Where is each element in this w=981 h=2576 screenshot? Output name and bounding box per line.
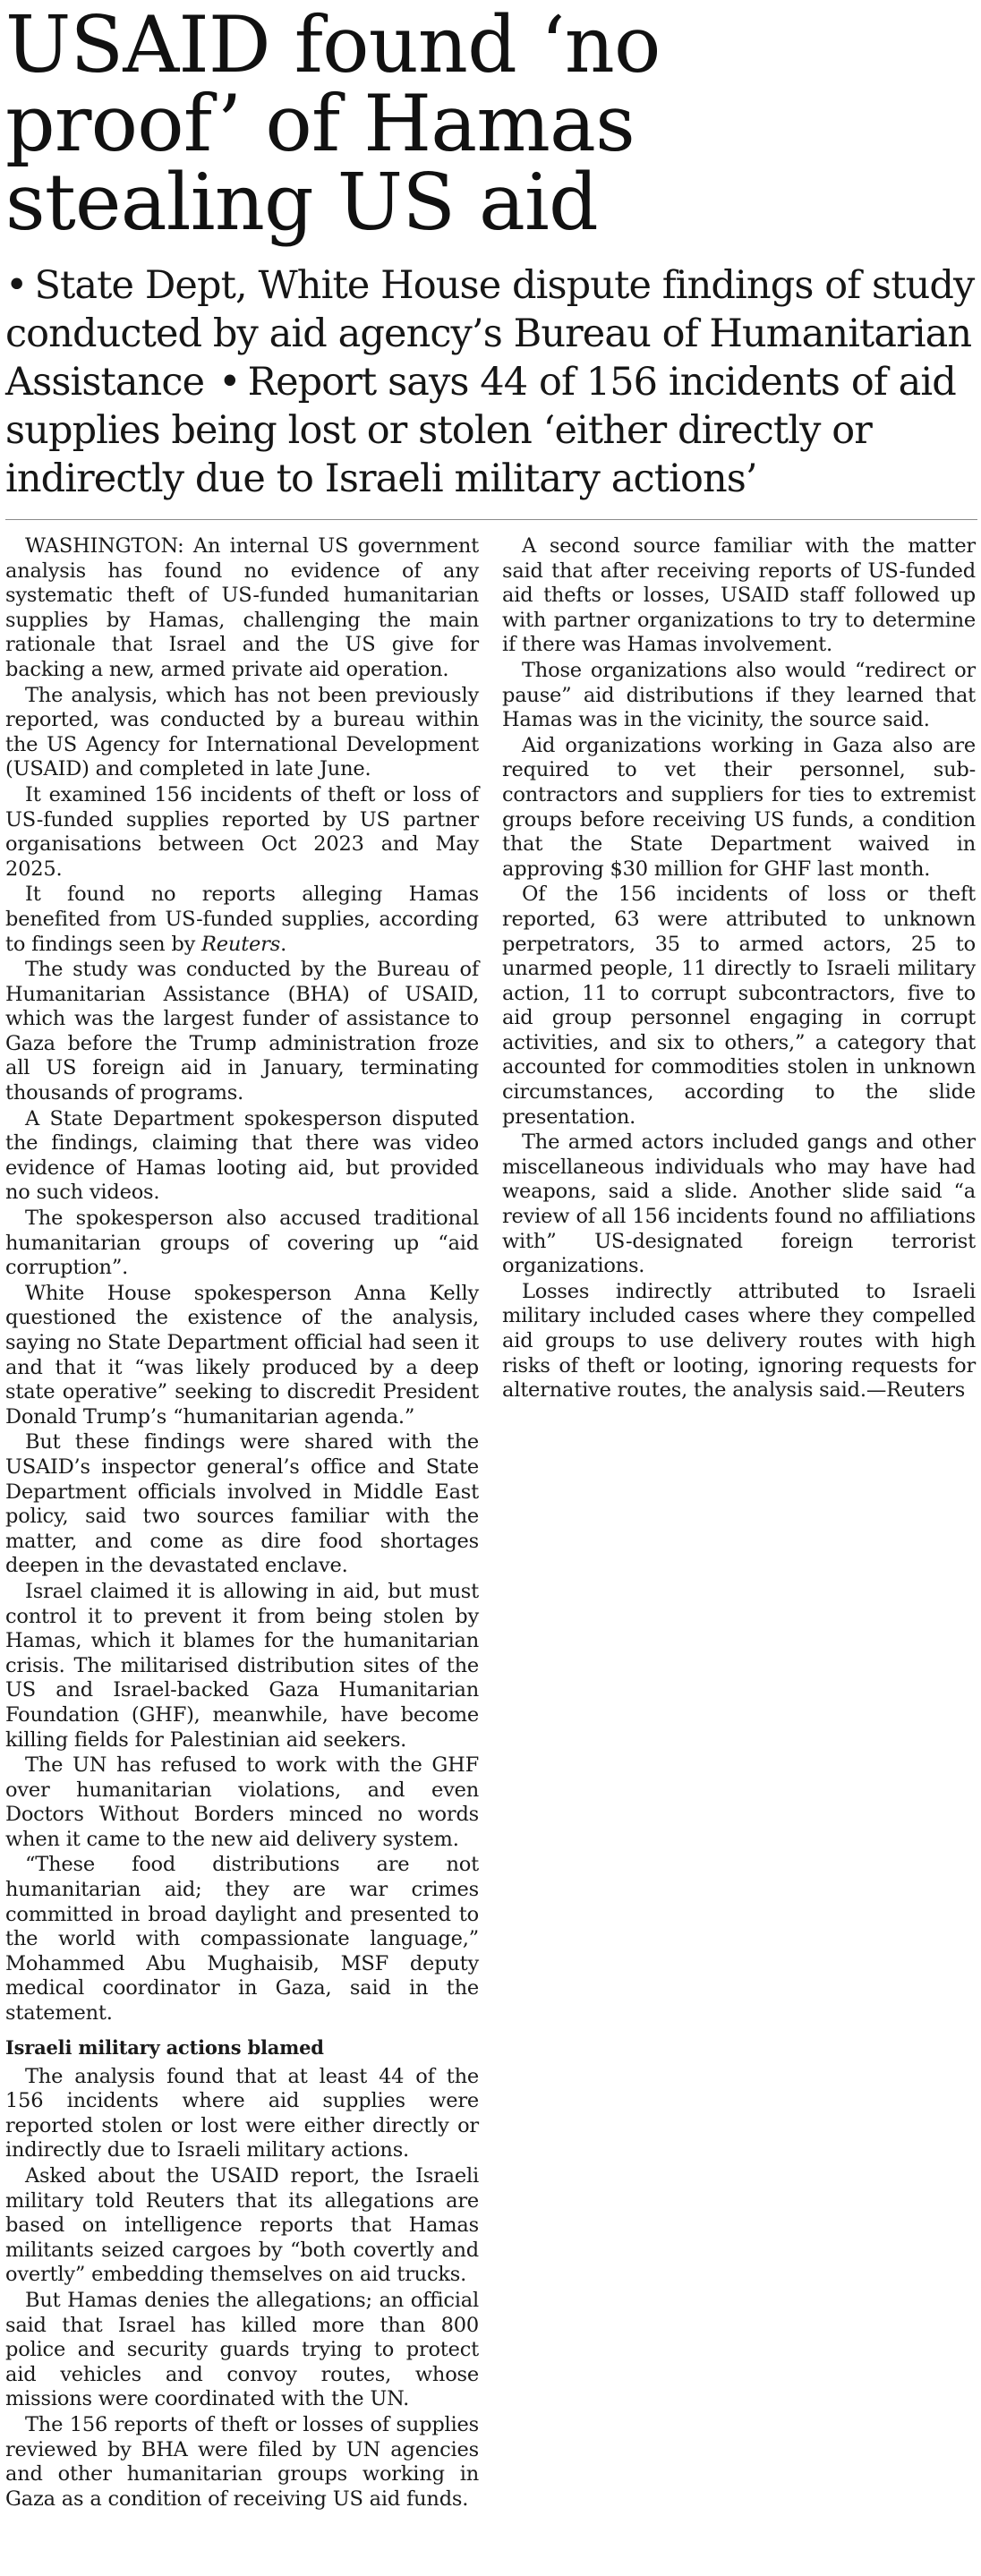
deck-bullet-2: • — [218, 360, 241, 405]
paragraph-20: Of the 156 incidents of loss or theft reported, 63 were attributed to unknown perpetrators, 35 to armed actors, 25 to unarmed people, 11 directly to Israeli military action, 11 to corrupt subcontractors, five to aid group personnel engaging in corrupt activities, and six to others,” a category that accounted for commodities stolen in unknown circumstances, according to the slide presentation. — [502, 883, 976, 1129]
paragraph-13: The analysis found that at least 44 of the 156 incidents where aid supplies were reported stolen or lost were either directly or indirectly due to Israeli military actions. — [5, 2064, 479, 2162]
paragraph-16: The 156 reports of theft or losses of supplies reviewed by BHA were filed by UN agencies and other humanitarian groups working in Gaza as a condition of receiving US aid funds. — [5, 2412, 479, 2511]
paragraph-8: White House spokesperson Anna Kelly questioned the existence of the analysis, saying no State Department official had seen it and that it “was likely produced by a deep state operative” seeking to discredit President Donald Trump’s “humanitarian agenda.” — [5, 1281, 479, 1429]
paragraph-3: It examined 156 incidents of theft or loss of US-funded supplies reported by US partner organisations between Oct 2023 and May 2025. — [5, 782, 479, 881]
paragraph-1: WASHINGTON: An internal US government analysis has found no evidence of any systematic theft of US-funded humanitarian supplies by Hamas, challenging the main rationale that Israel and the US give for backing a new, armed private aid operation. — [5, 534, 479, 681]
paragraph-2: The analysis, which has not been previously reported, was conducted by a bureau within the US Agency for International Development (USAID) and completed in late June. — [5, 683, 479, 781]
deck-point-2: Report says 44 of 156 incidents of aid supplies being lost or stolen ‘either directly or indirectly due to Israeli military actions’ — [5, 360, 956, 501]
headline: USAID found ‘no proof’ of Hamas stealing US aid — [5, 0, 661, 248]
deck-point-1: State Dept, White House dispute findings of study conducted by aid agency’s Bureau of Humanitarian Assistance — [5, 263, 975, 405]
paragraph-18: Those organizations also would “redirect or pause” aid distributions if they learned that Hamas was in the vicinity, the source said. — [502, 658, 976, 732]
paragraph-6: A State Department spokesperson disputed the findings, claiming that there was video evidence of Hamas looting aid, but provided no such videos. — [5, 1106, 479, 1205]
paragraph-4: It found no reports alleging Hamas benefited from US-funded supplies, according to findings seen by Reuters. — [5, 883, 479, 956]
paragraph-21: The armed actors included gangs and other miscellaneous individuals who may have had weapons, said a slide. Another slide said “a review of all 156 incidents found no affiliations with” US-designated foreign terrorist organizations. — [502, 1130, 976, 1278]
paragraph-15: But Hamas denies the allegations; an official said that Israel has killed more than 800 police and security guards trying to protect aid vehicles and convoy routes, whose missions were coordinated with the UN. — [5, 2288, 479, 2411]
paragraph-19: Aid organizations working in Gaza also are required to vet their personnel, sub-contractors and suppliers for ties to extremist groups before receiving US funds, a condition that the State Department waived in approving $30 million for GHF last month. — [502, 733, 976, 881]
paragraph-17: A second source familiar with the matter said that after receiving reports of US-funded aid thefts or losses, USAID staff followed up with partner organizations to try to determine if there was Hamas involvement. — [502, 534, 976, 657]
paragraph-11: The UN has refused to work with the GHF over humanitarian violations, and even Doctors Without Borders minced no words when it came to the new aid delivery system. — [5, 1753, 479, 1851]
paragraph-9: But these findings were shared with the USAID’s inspector general’s office and State Department officials involved in Middle East policy, said two sources familiar with the matter, and come as dire food shortages deepen in the devastated enclave. — [5, 1430, 479, 1578]
paragraph-7: The spokesperson also accused traditional humanitarian groups of covering up “aid corruption”. — [5, 1207, 479, 1280]
paragraph-14: Asked about the USAID report, the Israeli military told Reuters that its allegations are based on intelligence reports that Hamas militants seized cargoes by “both covertly and overtly” embedding themselves on aid trucks. — [5, 2164, 479, 2287]
paragraph-12: “These food distributions are not humanitarian aid; they are war crimes committed in broad daylight and presented to the world with compassionate language,” Mohammed Abu Mughaisib, MSF deputy medical coordinator in Gaza, said in the statement. — [5, 1853, 479, 2026]
paragraph-5: The study was conducted by the Bureau of Humanitarian Assistance (BHA) of USAID, which was the largest funder of assistance to Gaza before the Trump administration froze all US foreign aid in January, terminating thousands of programs. — [5, 958, 479, 1105]
source-credit-reuters: Reuters — [201, 932, 281, 956]
paragraph-4-text: It found no reports alleging Hamas benefited from US-funded supplies, according to findings seen by — [5, 883, 479, 956]
paragraph-22: Losses indirectly attributed to Israeli military included cases where they compelled aid groups to use delivery routes with high risks of theft or looting, ignoring requests for alternative routes, the analysis said.—Reuters — [502, 1279, 976, 1403]
divider-rule — [5, 519, 977, 520]
subhead: Israeli military actions blamed — [5, 2035, 324, 2059]
deck — [5, 261, 979, 503]
paragraph-10: Israel claimed it is allowing in aid, but must control it to prevent it from being stolen by Hamas, which it blames for the humanitarian crisis. The militarised distribution sites of the US and Israel-backed Gaza Humanitarian Foundation (GHF), meanwhile, have become killing fields for Palestinian aid seekers. — [5, 1579, 479, 1752]
deck-bullet-1: • — [5, 263, 28, 308]
article-body — [5, 534, 976, 2546]
